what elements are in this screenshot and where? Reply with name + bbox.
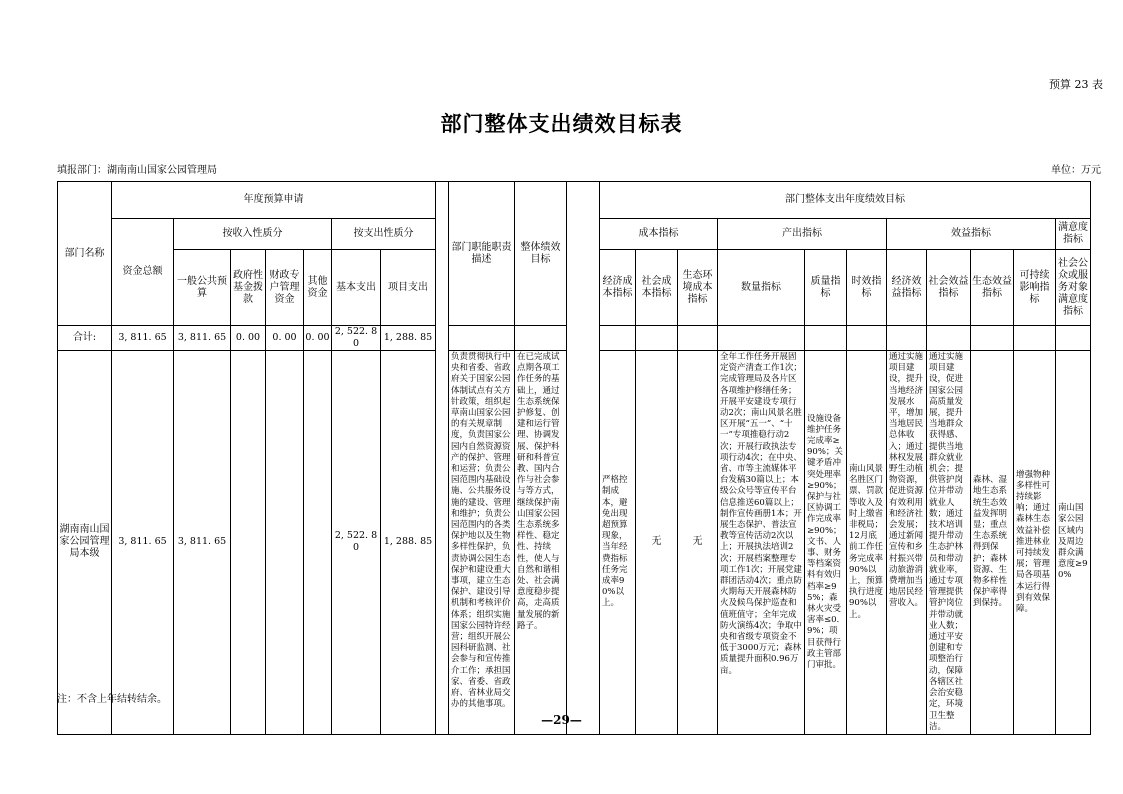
separator-column-2 bbox=[567, 182, 600, 735]
total-funds: 3, 811. 65 bbox=[112, 326, 174, 351]
detail-sustain: 增强物种多样性可持续影响；通过森林生态效益补偿推进林业可持续发展；管理局各项基本运行得到有效保障。 bbox=[1014, 351, 1056, 735]
detail-total: 3, 811. 65 bbox=[112, 351, 174, 735]
total-project: 1, 288. 85 bbox=[381, 326, 436, 351]
detail-econ-cost: 严格控制成本，避免出现超预算现象，当年经费指标任务完成率90%以上。 bbox=[600, 351, 636, 735]
detail-general: 3, 811. 65 bbox=[174, 351, 231, 735]
header-cost-indicators: 成本指标 bbox=[600, 219, 718, 250]
header-social-benefit: 社会效益指标 bbox=[927, 250, 971, 326]
form-number: 预算 23 表 bbox=[1049, 78, 1103, 91]
footnote: 注：不含上年结转结余。 bbox=[57, 694, 167, 705]
detail-goal: 在已完成试点期各项工作任务的基础上，通过生态系统保护修复、创建和运行管理、协调发展、保护科研和科普宣教、国内合作与社会参与等方式，继续保护南山国家公园生态系统多样性、稳定性、持续性，使人与自然和谐相处、社会满意度稳步提高，走高质量发展的新路子。 bbox=[515, 351, 567, 735]
detail-social-cost: 无 bbox=[636, 351, 678, 735]
separator-column bbox=[436, 182, 449, 735]
reporting-department: 填报部门：湖南南山国家公园管理局 bbox=[57, 165, 217, 176]
header-eco-cost: 生态环境成本指标 bbox=[678, 250, 718, 326]
total-basic: 2, 522. 80 bbox=[332, 326, 381, 351]
detail-dept: 湖南南山国家公园管理局本级 bbox=[58, 351, 112, 735]
header-total-funds: 资金总额 bbox=[112, 219, 174, 326]
header-quantity: 数量指标 bbox=[718, 250, 805, 326]
header-quality: 质量指标 bbox=[805, 250, 847, 326]
detail-econ-benefit: 通过实施项目建设，提升当地经济发展水平，增加当地居民总体收入；通过林权发展野生动植物资源，促进资源有效利用和经济社会发展；通过新闻宣传和乡村振兴带动旅游消费增加当地居民经营收入。 bbox=[887, 351, 927, 735]
header-by-expenditure: 按支出性质分 bbox=[332, 219, 436, 250]
header-budget-request: 年度预算申请 bbox=[112, 182, 436, 219]
header-functions: 部门职能职责描述 bbox=[449, 182, 515, 326]
header-social-cost: 社会成本指标 bbox=[636, 250, 678, 326]
header-gov-fund: 政府性基金拨款 bbox=[231, 250, 266, 326]
total-fiscal-special: 0. 00 bbox=[266, 326, 304, 351]
header-sustain: 可持续影响指标 bbox=[1014, 250, 1056, 326]
detail-basic: 2, 522. 80 bbox=[332, 351, 381, 735]
detail-project: 1, 288. 85 bbox=[381, 351, 436, 735]
detail-eco-cost: 无 bbox=[678, 351, 718, 735]
header-project-exp: 项目支出 bbox=[381, 250, 436, 326]
header-fiscal-special: 财政专户管理资金 bbox=[266, 250, 304, 326]
detail-functions: 负责贯彻执行中央和省委、省政府关于国家公园体制试点有关方针政策，组织起草南山国家公园的有关规章制度，负责国家公园内自然资源资产的保护、管理和运营；负责公园范围内基础设施、公共服务设施的建设、管理和维护；负责公园范围内的各类保护地以及生物多样性保护，负责协调公园生态保护和建设重大事项，建立生态保护、建设引导机制和考核评价体系；组织实施国家公园特许经营；组织开展公园科研监测、社会参与和宣传推介工作；承担国家、省委、省政府、省林业局交办的其他事项。 bbox=[449, 351, 515, 735]
header-econ-cost: 经济成本指标 bbox=[600, 250, 636, 326]
performance-table bbox=[57, 181, 1091, 735]
header-timeliness: 时效指标 bbox=[847, 250, 887, 326]
header-other-funds: 其他资金 bbox=[304, 250, 332, 326]
detail-quantity: 全年工作任务开展固定资产清查工作1次；完成管理局及各片区各项维护修缮任务；开展平安建设专项行动2次；南山风景名胜区开展“五一”、“十一”专项推稳行动2次；开展行政执法专项行动4次；在中央、省、市等主流媒体平台发稿30篇以上；本级公众号等宣传平台信息推送60篇以上；制作宣传画册1本；开展生态保护、普法宣教等宣传活动2次以上；开展执法培训2次；开展档案整理专项工作1次；开展党建群团活动4次；重点防火期每天开展森林防火及候鸟保护巡查和值班值守；全年完成防火演练4次；争取中央和省级专项资金不低于3000万元；森林质量提升面积0.96万亩。 bbox=[718, 351, 805, 735]
total-label: 合计: bbox=[58, 326, 112, 351]
unit-label: 单位：万元 bbox=[1051, 165, 1101, 176]
detail-social-benefit: 通过实施项目建设，促进国家公园高质量发展，提升当地群众获得感、提供当地群众就业机会；提供管护岗位并带动就业人数；通过技术培训提升带动生态护林员和带动就业率，通过专项管理提供管护岗位并带动就业人数；通过平安创建和专项整治行动，保障各辖区社会治安稳定，环境卫生整洁。 bbox=[927, 351, 971, 735]
header-general-budget: 一般公共预算 bbox=[174, 250, 231, 326]
detail-satisfaction: 南山国家公园区域内及周边群众满意度≥90% bbox=[1056, 351, 1091, 735]
header-perf-goals: 部门整体支出年度绩效目标 bbox=[600, 182, 1091, 219]
header-satisfaction: 满意度指标 bbox=[1056, 219, 1091, 250]
page-title: 部门整体支出绩效目标表 bbox=[440, 112, 683, 136]
detail-quality: 设施设备维护任务完成率≥90%；关键矛盾冲突处理率≥90%；保护与社区协调工作完成率≥90%；文书、人事、财务等档案资料有效归档率≥95%；森林火灾受害率≤0.9%；项目获得行政主管部门审批。 bbox=[805, 351, 847, 735]
total-other: 0. 00 bbox=[304, 326, 332, 351]
total-general: 3, 811. 65 bbox=[174, 326, 231, 351]
header-by-income: 按收入性质分 bbox=[174, 219, 332, 250]
page-number: —29— bbox=[541, 713, 582, 727]
detail-timeliness: 南山风景名胜区门票、罚款等收入及时上缴省非税局；12月底前工作任务完成率90%以上，预算执行进度90%以上。 bbox=[847, 351, 887, 735]
header-benefit-indicators: 效益指标 bbox=[887, 219, 1056, 250]
header-basic-exp: 基本支出 bbox=[332, 250, 381, 326]
detail-eco-benefit: 森林、湿地生态系统生态效益发挥明显；重点生态系统得到保护；森林资源、生物多样性保护率得到保持。 bbox=[971, 351, 1014, 735]
header-overall-goal: 整体绩效目标 bbox=[515, 182, 567, 326]
header-dept-name: 部门名称 bbox=[58, 182, 112, 326]
header-output-indicators: 产出指标 bbox=[718, 219, 887, 250]
header-satisfaction-sub: 社会公众或服务对象满意度指标 bbox=[1056, 250, 1091, 326]
total-gov-fund: 0. 00 bbox=[231, 326, 266, 351]
header-econ-benefit: 经济效益指标 bbox=[887, 250, 927, 326]
header-eco-benefit: 生态效益指标 bbox=[971, 250, 1014, 326]
